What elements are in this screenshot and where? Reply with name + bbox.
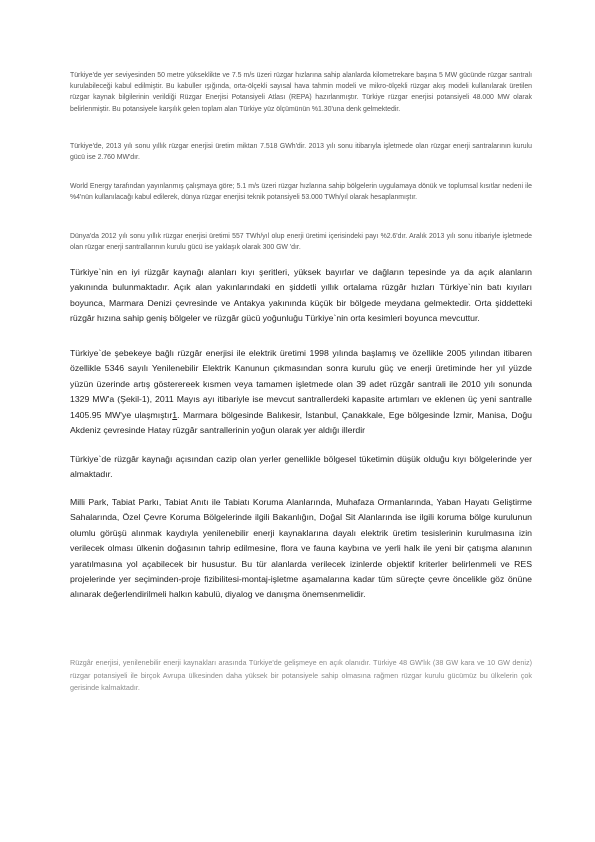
paragraph-attractive-locations: Türkiye`de rüzgâr kaynağı açısından cazip olan yerler genellikle bölgesel tüketimin düşük olduğu kıyı bölgelerinde yer almaktadır. [70, 454, 532, 480]
footnote-link[interactable]: 1 [172, 409, 178, 420]
paragraph-wind-resource-areas: Türkiye`nin en iyi rüzgâr kaynağı alanları kıyı şeritleri, yüksek bayırlar ve dağların tepesinde ya da açık alanların yakınında bulunmaktadır. Açık alan yakınlarındaki en şiddetli yıllık ortalama rüzgâr hızları Türkiye`nin batı kıyıları boyunca, Marmara Denizi çevresinde ve Antakya yakınında küçük bir bölgede meydana gelmektedir. Orta şiddetteki rüzgâr hızına sahip geniş bölgeler ve rüzgâr gücü yoğunluğu Türkiye`nin orta kesimleri boyunca mevcuttur. [70, 267, 532, 324]
paragraph-turkey-2013-production: Türkiye'de, 2013 yılı sonu yıllık rüzgar enerjisi üretim miktarı 7.518 GWh'dir. 2013 yılı sonu itibarıyla işletmede olan rüzgar enerji santralarının kurulu gücü ise 2.760 MW'dır. [70, 143, 532, 162]
paragraph-turkey-wind-potential: Türkiye'de yer seviyesinden 50 metre yükseklikte ve 7.5 m/s üzeri rüzgar hızlarına sahip alanlarda kilometrekare başına 5 MW gücünde rüzgar santralı kurulabileceği kabul edilmiştir. Bu kabuller ışığında, orta-ölçekli sayısal hava tahmin modeli ve mikro-ölçekli rüzgar akış modeli kullanılarak üretilen rüzgar kaynak bilgilerinin verildiği Rüzgar Enerjisi Potansiyeli Atlası (REPA) hazırlanmıştır. Türkiye rüzgar enerjisi potansiyeli 48.000 MW olarak belirlenmiştir. Bu potansiyele karşılık gelen toplam alan Türkiye yüz ölçümünün %1.30'una denk gelmektedir. [70, 72, 532, 113]
paragraph-world-2012-production: Dünya'da 2012 yılı sonu yıllık rüzgar enerjisi üretimi 557 TWh/yıl olup enerji üretimi içerisindeki payı %2.6'dır. Aralık 2013 yılı sonu itibariyle işletmede olan rüzgar enerji santrallarının kurulu gücü ise yaklaşık olarak 300 GW 'dır. [70, 233, 532, 252]
paragraph-grid-connected-wind [70, 346, 532, 438]
paragraph-protected-areas: Milli Park, Tabiat Parkı, Tabiat Anıtı ile Tabiatı Koruma Alanlarında, Muhafaza Ormanlarında, Yaban Hayatı Geliştirme Sahalarında, Özel Çevre Koruma Bölgelerinde ilgili Bakanlığın, Doğal Sit Alanlarında ise ilgili koruma bölge kurulunun olumlu görüşü alınmak kaydıyla yenilenebilir enerji kaynaklarına dayalı elektrik üretim tesislerinin kurulmasına izin verilecek olması ülkenin doğasının tahrip edilmesine, flora ve fauna kaybına ve yerli halk ile yeni bir çatışma alanının yaratılmasına yol açabilecek bir husustur. Bu tür alanlarda verilecek izinlerde objektif kriterler belirlenmeli ve RES projelerinde yer seçiminden-proje fizibilitesi-montaj-işletme aşamalarına kadar tüm süreçte çevre öncelikle göz önüne alınarak değerlendirilmeli halkın kabulü, diyalog ve danışma önemsenmelidir. [70, 497, 532, 600]
paragraph-grid-text-b: . Marmara bölgesinde Balıkesir, İstanbul, Çanakkale, Ege bölgesinde İzmir, Manisa, Doğu Akdeniz çevresinde Hatay rüzgâr santrallerinin yoğun olarak yer aldığı illerdir [70, 409, 532, 436]
paragraph-turkey-conclusion: Rüzgâr enerjisi, yenilenebilir enerji kaynakları arasında Türkiye'de gelişmeye en açık olanıdır. Türkiye 48 GW'lık (38 GW kara ve 10 GW deniz) rüzgar potansiyeli ile birçok Avrupa ülkesinden daha yüksek bir potansiyele sahip olmasına rağmen rüzgar kurulu gücümüz bu ülkelerin çok gerisinde kalmaktadır. [70, 658, 532, 693]
paragraph-grid-text-a: Türkiye`de şebekeye bağlı rüzgâr enerjisi ile elektrik üretimi 1998 yılında başlamış ve özellikle 2005 yılından itibaren özellikle 5346 sayılı Yenilenebilir Elektrik Kanunun çıkmasından sonra kurulu güç ve enerji üretiminde her yıl yüzde yüzün üzerinde artış gösterereek kısmen veya tamamen işletmede olan 39 adet rüzgâr santrali ile 2010 yılı sonunda 1329 MW'a (Şekil-1), 2011 Mayıs ayı itibariyle ise mevcut santrallerdeki kapasite artımları ve eklenen üç yeni santralle 1405.95 MW'ye ulaşmıştır [70, 348, 532, 420]
paragraph-world-energy-potential: World Energy tarafından yayınlanmış çalışmaya göre; 5.1 m/s üzeri rüzgar hızlarına sahip bölgelerin uygulamaya dönük ve toplumsal kısıtlar nedeni ile %4'nün kullanılacağı kabul edilerek, dünya rüzgar enerjisi teknik potansiyeli 53.000 TWh/yıl olarak hesaplanmıştır. [70, 183, 532, 202]
